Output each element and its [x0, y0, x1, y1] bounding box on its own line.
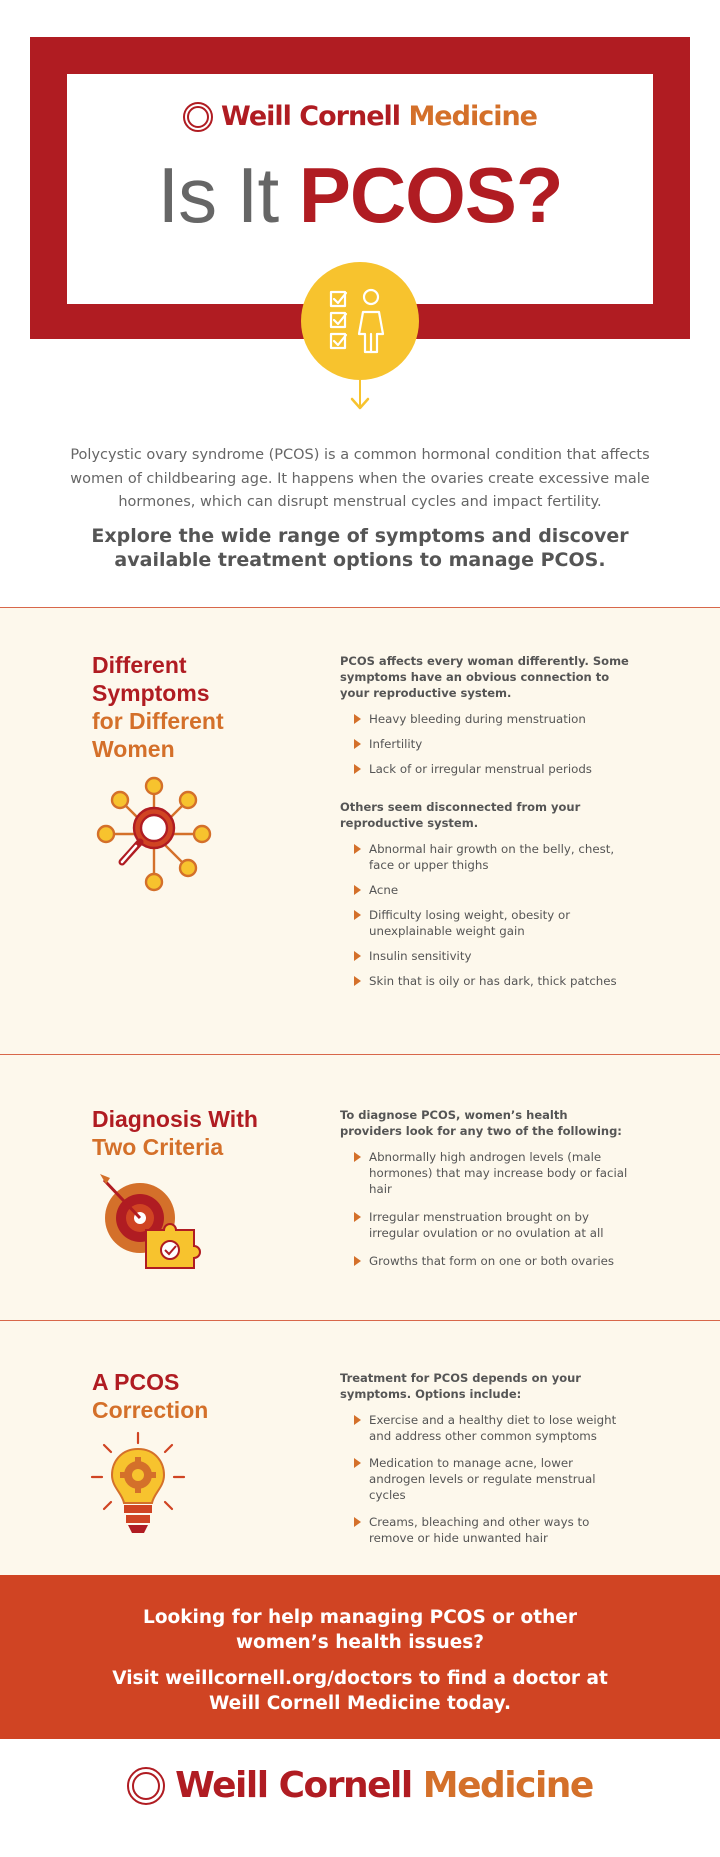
lightbulb-gear-icon [90, 1431, 186, 1541]
list-item: Skin that is oily or has dark, thick patches [340, 973, 630, 989]
bullet-icon [354, 910, 361, 920]
bullet-icon [354, 885, 361, 895]
title-part-1: Is It [157, 151, 279, 239]
explore-heading: Explore the wide range of symptoms and discover available treatment options to manage PCOS. [91, 525, 629, 571]
footer-brand-red: Weill Cornell [175, 1765, 412, 1806]
target-puzzle-icon [94, 1172, 206, 1276]
cta-question: Looking for help managing PCOS or other women’s health issues? [143, 1607, 577, 1653]
list-item: Irregular menstruation brought on by irregular ovulation or no ovulation at all [340, 1209, 630, 1241]
checklist-woman-icon [301, 262, 419, 380]
list-item: Heavy bleeding during menstruation [340, 711, 630, 727]
seal-icon [183, 102, 213, 132]
list-item: Abnormally high androgen levels (male hormones) that may increase body or facial hair [340, 1149, 630, 1197]
page-title [67, 151, 653, 239]
intro-paragraph: Polycystic ovary syndrome (PCOS) is a common hormonal condition that affects women of childbearing age. It happens when the ovaries create excessive male hormones, which can disrupt menstrual cycles and impact fertility. [70, 447, 650, 510]
symptoms-lead-1: PCOS affects every woman differently. Some symptoms have an obvious connection to your reproductive system. [340, 654, 629, 700]
bullet-icon [354, 764, 361, 774]
bullet-icon [354, 1458, 361, 1468]
bullet-icon [354, 1517, 361, 1527]
correction-list [340, 1412, 630, 1546]
symptoms-title [92, 651, 252, 763]
list-item: Medication to manage acne, lower androgen levels or regulate menstrual cycles [340, 1455, 630, 1503]
symptoms-list-1 [340, 711, 630, 777]
list-item: Insulin sensitivity [340, 948, 630, 964]
correction-body [340, 1370, 630, 1555]
cta-banner [0, 1575, 720, 1739]
symptoms-body [340, 653, 630, 998]
footer-brand-logo [0, 1765, 720, 1806]
diagnosis-title [92, 1105, 258, 1161]
symptoms-title-red: Different Symptoms [92, 652, 210, 706]
diagnosis-section [0, 1054, 720, 1320]
correction-title-red: A PCOS [92, 1369, 180, 1395]
bullet-icon [354, 976, 361, 986]
diagnosis-title-orange: Two Criteria [92, 1134, 224, 1160]
correction-title-orange: Correction [92, 1397, 209, 1423]
diagnosis-body [340, 1107, 630, 1278]
symptoms-title-orange: for Different Women [92, 708, 224, 762]
footer-brand-orange: Medicine [422, 1765, 593, 1806]
seal-icon [127, 1767, 165, 1805]
list-item: Abnormal hair growth on the belly, chest, face or upper thighs [340, 841, 630, 873]
magnifier-network-icon [96, 776, 212, 896]
title-part-2: PCOS? [298, 151, 563, 239]
list-item: Difficulty losing weight, obesity or unexplainable weight gain [340, 907, 630, 939]
down-arrow-icon [350, 397, 370, 411]
symptoms-section [0, 607, 720, 1054]
header-brand-logo [67, 101, 653, 132]
symptoms-lead-2: Others seem disconnected from your reproductive system. [340, 800, 581, 830]
diagnosis-list [340, 1149, 630, 1269]
list-item: Creams, bleaching and other ways to remove or hide unwanted hair [340, 1514, 630, 1546]
bullet-icon [354, 1152, 361, 1162]
symptoms-list-2 [340, 841, 630, 989]
bullet-icon [354, 1256, 361, 1266]
bullet-icon [354, 714, 361, 724]
list-item: Exercise and a healthy diet to lose weight and address other common symptoms [340, 1412, 630, 1444]
brand-name-red: Weill Cornell [221, 101, 401, 132]
bullet-icon [354, 1212, 361, 1222]
brand-name-orange: Medicine [408, 101, 537, 132]
bullet-icon [354, 951, 361, 961]
bullet-icon [354, 844, 361, 854]
list-item: Infertility [340, 736, 630, 752]
list-item: Acne [340, 882, 630, 898]
bullet-icon [354, 739, 361, 749]
diagnosis-lead: To diagnose PCOS, women’s health providers look for any two of the following: [340, 1108, 622, 1138]
cta-visit-link[interactable]: Visit weillcornell.org/doctors to find a doctor at Weill Cornell Medicine today. [112, 1668, 608, 1714]
correction-title [92, 1368, 208, 1424]
correction-section [0, 1320, 720, 1575]
bullet-icon [354, 1415, 361, 1425]
list-item: Lack of or irregular menstrual periods [340, 761, 630, 777]
list-item: Growths that form on one or both ovaries [340, 1253, 630, 1269]
correction-lead: Treatment for PCOS depends on your symptoms. Options include: [340, 1371, 581, 1401]
diagnosis-title-red: Diagnosis With [92, 1106, 258, 1132]
